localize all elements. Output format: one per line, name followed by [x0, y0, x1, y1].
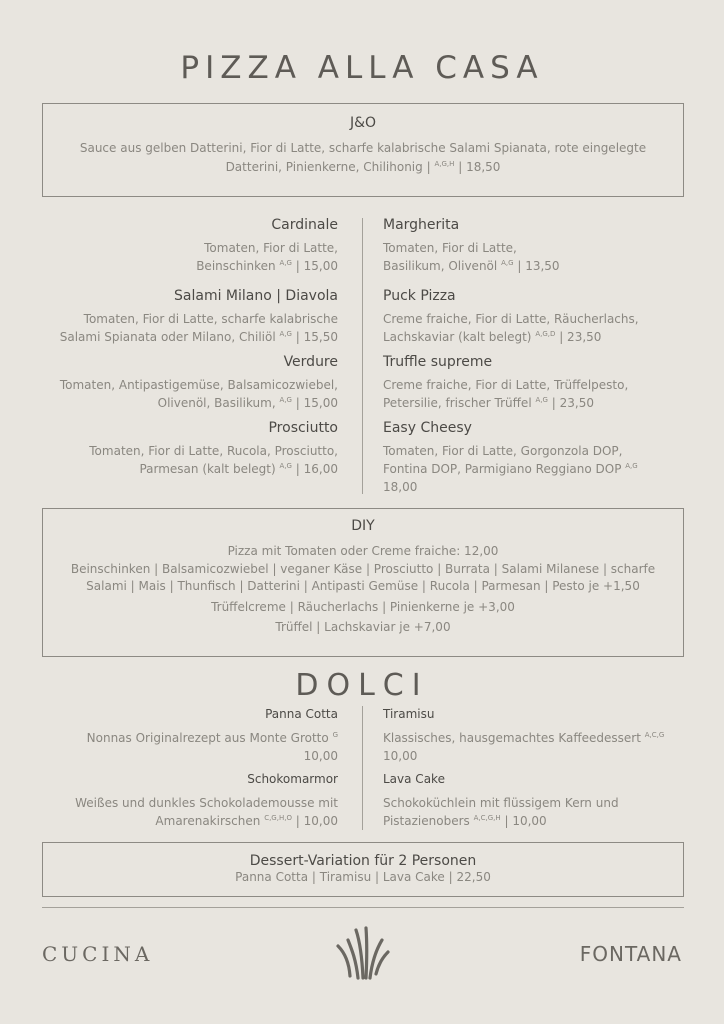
- pizza-name: Margherita: [383, 217, 460, 233]
- pizza-item: [383, 353, 628, 412]
- pizza-desc: Tomaten, Fior di Latte, Rucola, Prosciutto, Parmesan (kalt belegt) $^{A,G}$ | 16,00: [89, 444, 338, 476]
- dessert-name: Schokomarmor: [247, 772, 338, 786]
- pizza-item: [89, 419, 338, 478]
- dessert-item: [383, 771, 619, 830]
- footer-divider: [42, 907, 684, 908]
- dessert-item: [75, 771, 338, 830]
- diy-line1: Pizza mit Tomaten oder Creme fraiche: 12,00: [227, 544, 499, 558]
- pizza-desc: Tomaten, Antipastigemüse, Balsamicozwiebel, Olivenöl, Basilikum, $^{A,G}$ | 15,00: [59, 378, 338, 410]
- featured-name: J&O: [349, 115, 377, 131]
- pizza-desc: Creme fraiche, Fior di Latte, Räucherlachs, Lachskaviar (kalt belegt) $^{A,G,D}$ | 23,50: [383, 312, 639, 344]
- diy-title: DIY: [351, 518, 375, 534]
- dolci-title: DOLCI: [295, 668, 429, 703]
- diy-text: [43, 543, 683, 637]
- featured-desc-line2: Datterini, Pinienkerne, Chilihonig | $^{A,G,H}$ | 18,50: [225, 160, 501, 174]
- dessert-desc: Weißes und dunkles Schokolademousse mit Amarenakirschen $^{C,G,H,O}$ | 10,00: [75, 796, 338, 828]
- pizza-name: Puck Pizza: [383, 288, 456, 304]
- dessert-desc: Klassisches, hausgemachtes Kaffeedessert $^{A,C,G}$ 10,00: [383, 731, 665, 763]
- diy-box: [42, 508, 684, 657]
- pizza-name: Verdure: [283, 354, 338, 370]
- leaf-logo-icon: [334, 922, 392, 984]
- dessert-desc: Schokoküchlein mit flüssigem Kern und Pistazienobers $^{A,C,G,H}$ | 10,00: [383, 796, 619, 828]
- featured-desc-line1: Sauce aus gelben Datterini, Fior di Latte, scharfe kalabrische Salami Spianata, rote eingelegte: [79, 141, 647, 155]
- diy-line3: Salami | Mais | Thunfisch | Datterini | Antipasti Gemüse | Rucola | Parmesan | Pesto je +1,50: [86, 579, 640, 593]
- dessert-name: Tiramisu: [383, 707, 435, 721]
- dessert-name: Panna Cotta: [265, 707, 338, 721]
- dessert-name: Lava Cake: [383, 772, 445, 786]
- pizza-name: Easy Cheesy: [383, 420, 472, 436]
- pizza-desc: Creme fraiche, Fior di Latte, Trüffelpesto, Petersilie, frischer Trüffel $^{A,G}$ | 23,50: [383, 378, 629, 410]
- dessert-item: [87, 706, 338, 765]
- diy-line2: Beinschinken | Balsamicozwiebel | veganer Käse | Prosciutto | Burrata | Salami Milanese | scharfe: [70, 561, 656, 576]
- pizza-name: Prosciutto: [268, 420, 338, 436]
- pizza-item: [60, 353, 338, 412]
- pizza-item: [383, 216, 560, 275]
- column-divider: [362, 218, 363, 494]
- pizza-desc: Tomaten, Fior di Latte, scharfe kalabrische Salami Spianata oder Milano, Chiliöl $^{A,G}$ | 15,50: [59, 312, 338, 344]
- footer-cucina: CUCINA: [42, 942, 154, 966]
- featured-desc: [43, 139, 683, 177]
- diy-line4: Trüffelcreme | Räucherlachs | Pinienkerne je +3,00: [211, 599, 515, 614]
- footer-fontana: FONTANA: [579, 942, 682, 966]
- dessert-desc: Nonnas Originalrezept aus Monte Grotto $^G$ 10,00: [86, 731, 338, 763]
- dessert-line: Panna Cotta | Tiramisu | Lava Cake | 22,50: [235, 870, 491, 884]
- pizza-item: [60, 287, 338, 346]
- pizza-name: Cardinale: [271, 217, 338, 233]
- dessert-title: Dessert-Variation für 2 Personen: [249, 853, 477, 869]
- pizza-desc: Tomaten, Fior di Latte, Beinschinken $^{A,G}$ | 15,00: [196, 241, 338, 273]
- featured-box: [42, 103, 684, 197]
- pizza-item: [196, 216, 338, 275]
- dolci-divider: [362, 706, 363, 830]
- pizza-desc: Tomaten, Fior di Latte, Basilikum, Olivenöl $^{A,G}$ | 13,50: [383, 241, 560, 273]
- dessert-box: [42, 842, 684, 897]
- pizza-name: Truffle supreme: [383, 354, 493, 370]
- diy-line5: Trüffel | Lachskaviar je +7,00: [275, 620, 451, 634]
- pizza-desc: Tomaten, Fior di Latte, Gorgonzola DOP, Fontina DOP, Parmigiano Reggiano DOP $^{A,G}$ 18,00: [383, 444, 638, 494]
- page-title: PIZZA ALLA CASA: [180, 50, 544, 86]
- pizza-item: [383, 419, 638, 496]
- pizza-name: Salami Milano | Diavola: [174, 288, 338, 304]
- pizza-item: [383, 287, 639, 346]
- dessert-item: [383, 706, 664, 765]
